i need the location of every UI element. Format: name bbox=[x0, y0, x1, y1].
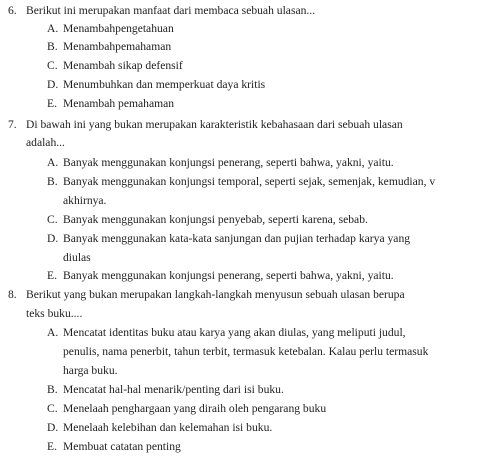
option-text: penulis, nama penerbit, tahun terbit, termasuk ketebalan. Kalau perlu termasuk bbox=[63, 345, 429, 358]
option-letter: D. bbox=[47, 78, 59, 91]
option-text: Menambahpengetahuan bbox=[63, 22, 174, 35]
option-text: Banyak menggunakan konjungsi penyebab, seperti karena, sebab. bbox=[63, 213, 368, 226]
option-letter: C. bbox=[47, 59, 58, 72]
option-text: Membuat catatan penting bbox=[63, 440, 181, 453]
question-stem: teks buku.... bbox=[26, 307, 83, 320]
option-letter: D. bbox=[47, 232, 59, 245]
option-text: Banyak menggunakan kata-kata sanjungan dan pujian terhadap karya yang bbox=[63, 232, 411, 245]
question-number: 6. bbox=[8, 4, 17, 17]
question-number: 8. bbox=[8, 288, 17, 301]
option-letter: B. bbox=[47, 175, 58, 188]
option-letter: E. bbox=[47, 440, 57, 453]
option-letter: E. bbox=[47, 269, 57, 282]
option-text: Menambah sikap defensif bbox=[63, 59, 183, 72]
option-letter: B. bbox=[47, 383, 58, 396]
question-stem: Berikut yang bukan merupakan langkah-langkah menyusun sebuah ulasan berupa bbox=[26, 288, 405, 301]
question-stem: Di bawah ini yang bukan merupakan karakteristik kebahasaan dari sebuah ulasan bbox=[26, 118, 403, 131]
option-letter: C. bbox=[47, 402, 58, 415]
option-text: Banyak menggunakan konjungsi temporal, seperti sejak, semenjak, kemudian, v bbox=[63, 175, 436, 188]
option-text: Banyak menggunakan konjungsi penerang, seperti bahwa, yakni, yaitu. bbox=[63, 156, 394, 169]
option-text: akhirnya. bbox=[63, 194, 107, 207]
option-text: Banyak menggunakan konjungsi penerang, seperti bahwa, yakni, yaitu. bbox=[63, 269, 394, 282]
option-text: Mencatat identitas buku atau karya yang akan diulas, yang meliputi judul, bbox=[63, 326, 406, 339]
question-number: 7. bbox=[8, 118, 17, 131]
option-text: harga buku. bbox=[63, 364, 118, 377]
option-letter: B. bbox=[47, 40, 58, 53]
option-text: Menumbuhkan dan memperkuat daya kritis bbox=[63, 78, 266, 91]
option-letter: A. bbox=[47, 326, 59, 339]
option-text: Menelaah kelebihan dan kelemahan isi buku. bbox=[63, 421, 273, 434]
question-stem: Berikut ini merupakan manfaat dari membaca sebuah ulasan... bbox=[26, 4, 316, 17]
option-text: Mencatat hal-hal menarik/penting dari isi buku. bbox=[63, 383, 284, 396]
option-letter: C. bbox=[47, 213, 58, 226]
option-letter: A. bbox=[47, 22, 59, 35]
question-stem: adalah... bbox=[26, 136, 65, 149]
option-text: Menambahpemahaman bbox=[63, 40, 172, 53]
option-text: diulas bbox=[63, 251, 91, 264]
option-text: Menambah pemahaman bbox=[63, 97, 175, 110]
option-letter: A. bbox=[47, 156, 59, 169]
option-letter: E. bbox=[47, 97, 57, 110]
option-letter: D. bbox=[47, 421, 59, 434]
option-text: Menelaah penghargaan yang diraih oleh pengarang buku bbox=[63, 402, 327, 415]
